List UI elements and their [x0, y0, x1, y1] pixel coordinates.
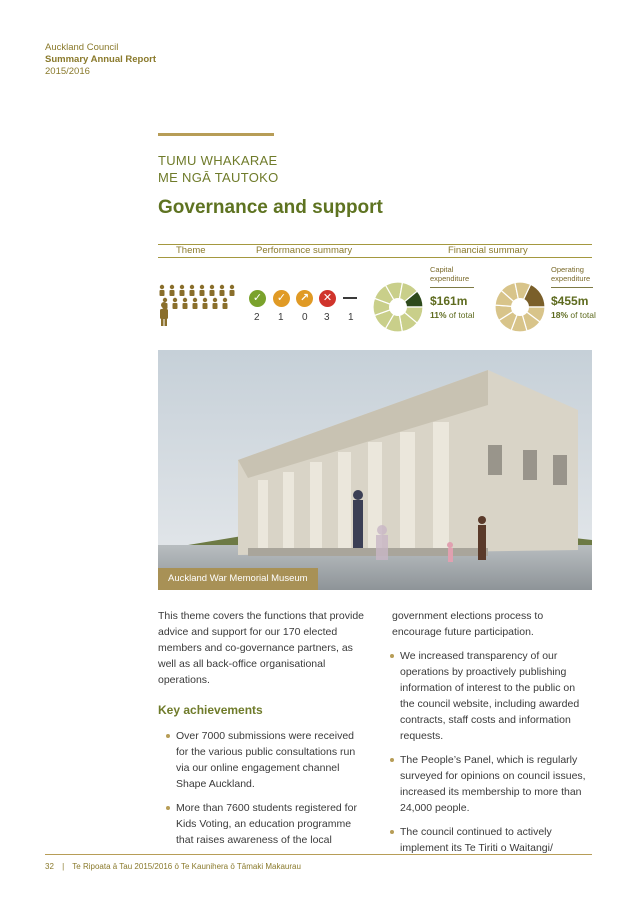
operating-label-1: Operating — [551, 265, 584, 274]
capital-rule — [430, 287, 474, 288]
footer — [45, 862, 301, 871]
photo-caption: Auckland War Memorial Museum — [158, 568, 318, 590]
col-theme: Theme — [176, 245, 206, 256]
intro-paragraph: This theme covers the functions that provide advice and support for our 170 elected members and co-governance partners, as well as all back-office organisational operations. — [158, 610, 365, 686]
count-substantially-achieved: 1 — [278, 312, 284, 323]
list-item: The People’s Panel, which is regularly surveyed for opinions on council issues, increased its membership to more than 24,000 people. — [382, 752, 592, 816]
footer-separator: | — [62, 862, 65, 871]
list-item: Over 7000 submissions were received for the various public consultations run via our online engagement channel Shape Auckland. — [158, 728, 368, 792]
operating-label — [551, 265, 590, 283]
capital-donut-chart — [372, 281, 424, 333]
left-bullet-list — [158, 728, 368, 848]
capital-label-2: expenditure — [430, 274, 470, 283]
people-group-icon — [158, 284, 238, 326]
dash-icon — [343, 297, 357, 299]
list-item: More than 7600 students registered for Kids Voting, an education programme that raises awareness of the local — [158, 800, 368, 848]
operating-value: $455m — [551, 294, 589, 308]
continuation-paragraph: government elections process to encourage future participation. — [392, 610, 544, 638]
capital-label — [430, 265, 469, 283]
footer-rule — [45, 854, 592, 855]
capital-pct: 11% of total — [430, 310, 475, 320]
capital-value: $161m — [430, 294, 468, 308]
list-item: The council continued to actively implement its Te Tiriti o Waitangi/ — [382, 824, 592, 856]
right-bullet-list — [382, 648, 592, 856]
list-item: We increased transparency of our operations by proactively publishing information of interest to the public on the council website, including awarded contracts, staff costs and information requests. — [382, 648, 592, 744]
check-icon: ✓ — [249, 290, 266, 307]
key-achievements-heading: Key achievements — [158, 703, 263, 717]
check-icon: ✓ — [273, 290, 290, 307]
cross-icon: ✕ — [319, 290, 336, 307]
capital-label-1: Capital — [430, 265, 454, 274]
title-rule — [158, 133, 274, 136]
arrow-up-right-icon: ↗ — [296, 290, 313, 307]
operating-rule — [551, 287, 593, 288]
section-kicker — [158, 152, 279, 186]
performance-icons — [249, 290, 359, 308]
col-performance: Performance summary — [256, 245, 353, 256]
operating-donut-chart — [494, 281, 546, 333]
operating-pct: 18% of total — [551, 310, 596, 320]
museum-photo — [158, 350, 592, 590]
kicker-line-2: ME NGĀ TAUTOKO — [158, 170, 279, 185]
right-column — [392, 608, 592, 864]
operating-label-2: expenditure — [551, 274, 591, 283]
count-achieved: 2 — [254, 312, 260, 323]
left-column — [158, 608, 368, 856]
report-header — [45, 42, 156, 78]
footer-text: Te Ripoata ā Tau 2015/2016 ō Te Kaunihera ō Tāmaki Makaurau — [72, 862, 301, 871]
page-title: Governance and support — [158, 197, 383, 218]
header-year: 2015/2016 — [45, 66, 90, 77]
count-not-achieved: 3 — [324, 312, 330, 323]
header-report: Summary Annual Report — [45, 54, 157, 65]
count-not-measured: 1 — [348, 312, 354, 323]
kicker-line-1: TUMU WHAKARAE — [158, 153, 278, 168]
header-org: Auckland Council — [45, 42, 119, 53]
performance-counts — [249, 312, 364, 326]
col-financial: Financial summary — [448, 245, 528, 256]
summary-table-header — [158, 244, 592, 258]
page-number: 32 — [45, 862, 54, 871]
count-improving: 0 — [302, 312, 308, 323]
